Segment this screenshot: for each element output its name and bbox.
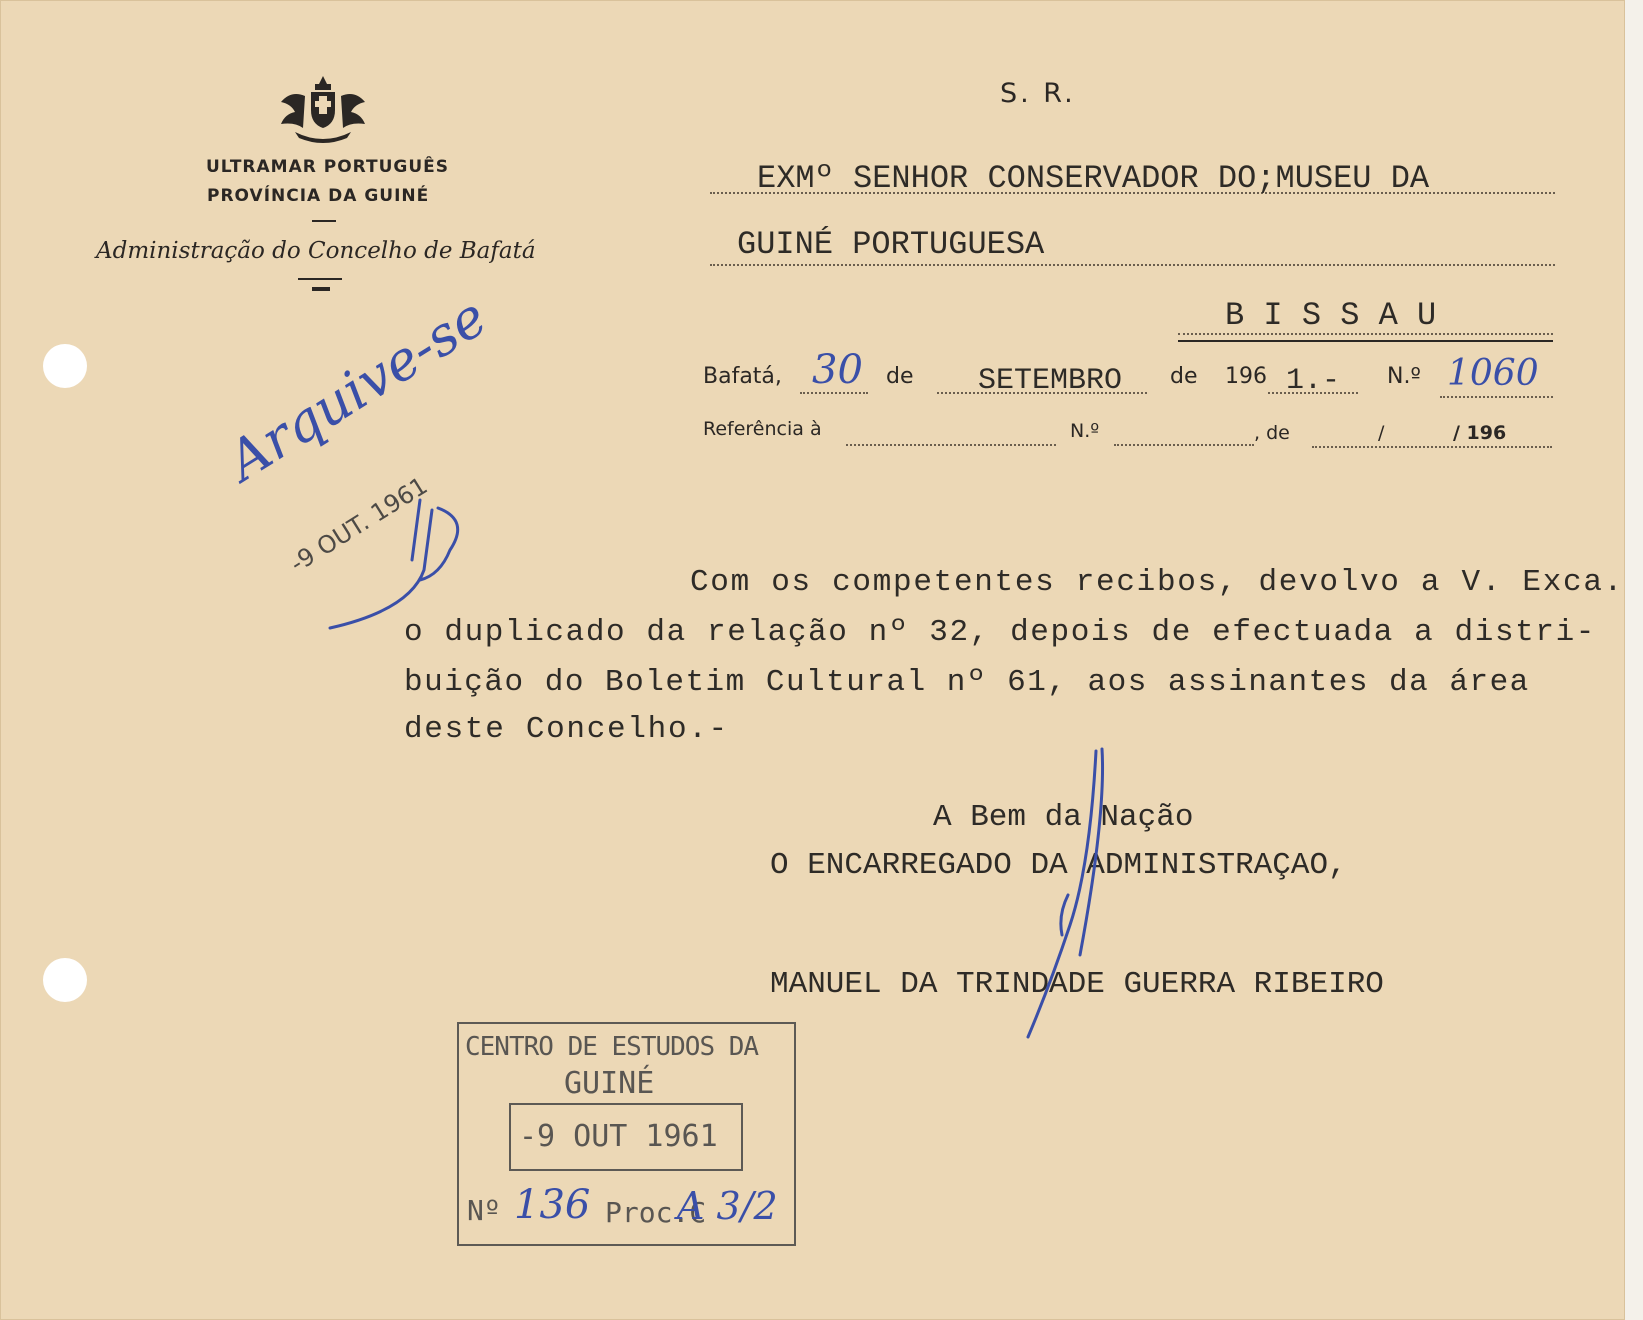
dateline-de-2: de (1170, 364, 1198, 389)
receipt-stamp-proc-value: A 3/2 (677, 1184, 778, 1228)
letterhead-line-1: ULTRAMAR PORTUGUÊS (206, 157, 450, 177)
reference-label: Referência à (703, 418, 822, 440)
dateline-day: 30 (812, 347, 863, 393)
receipt-stamp-date-box (509, 1103, 743, 1171)
letterhead-divider-3 (312, 287, 330, 291)
body-line-3: buição do Boletim Cultural nº 61, aos assinantes da área (404, 665, 1530, 700)
body-line-2: o duplicado da relação nº 32, depois de efectuada a distri- (404, 615, 1596, 650)
reference-rule-3 (1312, 446, 1552, 448)
reference-rule-2 (1114, 444, 1254, 446)
receipt-stamp-no-label: Nº (467, 1194, 501, 1227)
receipt-stamp-line-2: GUINÉ (564, 1066, 655, 1101)
addressee-city-underline (1178, 340, 1553, 342)
dateline-year-suffix: 1.- (1286, 364, 1341, 398)
body-line-4: deste Concelho.- (404, 712, 729, 747)
closing-name: MANUEL DA TRINDADE GUERRA RIBEIRO (770, 967, 1384, 1002)
handwritten-annotation: Arquive-se (216, 284, 498, 493)
letterhead-administration: Administração do Concelho de Bafatá (96, 238, 536, 264)
receipt-stamp (457, 1022, 796, 1246)
dateline-number-label: N.º (1387, 364, 1421, 389)
reference-year: / 196 (1453, 422, 1507, 444)
annotation-stamp-date: -9 OUT. 1961 (285, 471, 433, 578)
receipt-stamp-line-1: CENTRO DE ESTUDOS DA (465, 1032, 759, 1062)
letterhead-divider-2 (298, 278, 342, 280)
reference-rule-1 (846, 444, 1056, 446)
dateline-number: 1060 (1447, 353, 1539, 394)
addressee-city: B I S S A U (1225, 297, 1437, 334)
dateline-month: SETEMBRO (978, 364, 1123, 398)
closing-title: O ENCARREGADO DA ADMINISTRAÇAO, (770, 848, 1347, 883)
handwritten-signature (1010, 745, 1130, 1045)
dateline-place: Bafatá, (703, 364, 782, 389)
reference-number-label: N.º (1070, 420, 1100, 442)
dateline-year-prefix: 196 (1225, 364, 1267, 389)
addressee-city-rule (1178, 333, 1553, 335)
reference-de: , de (1254, 422, 1290, 444)
dateline-number-rule (1440, 396, 1553, 398)
punch-hole-top (43, 344, 87, 388)
punch-hole-bottom (43, 958, 87, 1002)
reference-slash: / (1378, 422, 1385, 444)
body-line-1: Com os competentes recibos, devolvo a V. Exca. (690, 565, 1624, 600)
letterhead-divider (312, 220, 336, 222)
closing-salutation: A Bem da Nação (933, 800, 1194, 835)
receipt-stamp-date: -9 OUT 1961 (519, 1119, 718, 1154)
addressee-line-2: GUINÉ PORTUGUESA (737, 226, 1045, 263)
header-code: S. R. (1000, 78, 1076, 109)
receipt-stamp-no-value: 136 (514, 1182, 591, 1228)
receipt-stamp-proc-label: Proc.C (605, 1196, 707, 1229)
coat-of-arms-icon (275, 74, 371, 146)
dateline-de-1: de (886, 364, 914, 389)
annotation-initials-signature (320, 490, 480, 630)
letterhead-line-2: PROVÍNCIA DA GUINÉ (207, 186, 430, 206)
addressee-line-2-rule (710, 264, 1555, 266)
addressee-line-1: EXMº SENHOR CONSERVADOR DO;MUSEU DA (757, 160, 1430, 197)
scan-margin (1625, 0, 1643, 1320)
